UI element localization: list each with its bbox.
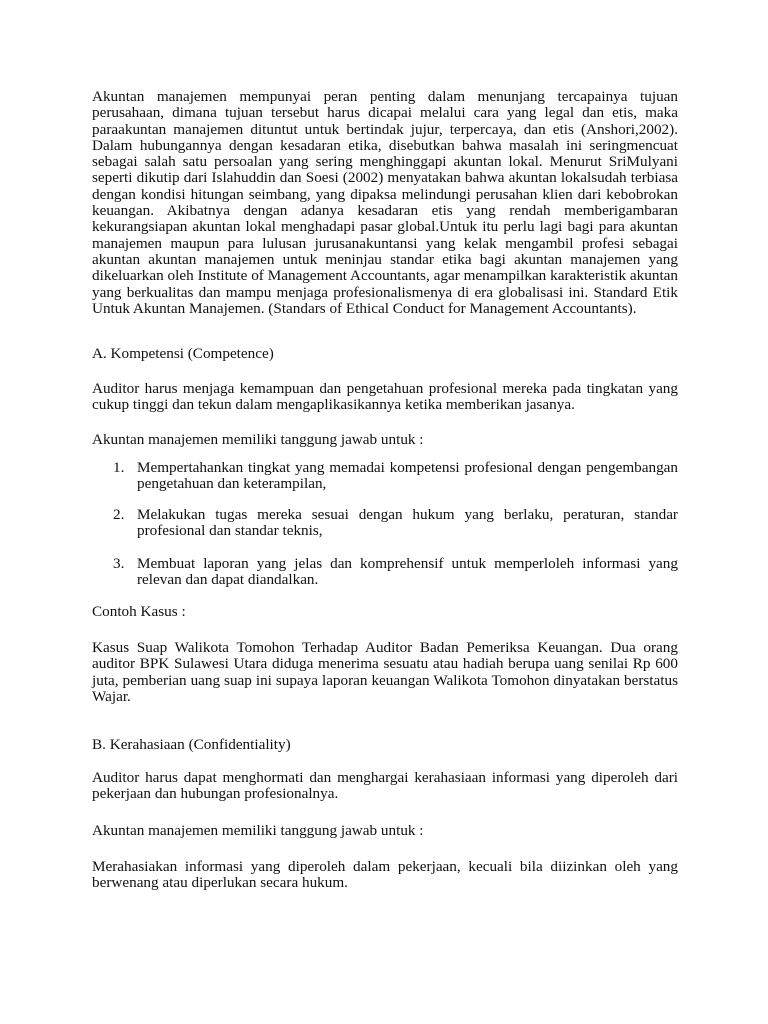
section-b-heading: B. Kerahasiaan (Confidentiality): [92, 736, 291, 753]
list-text: Melakukan tugas mereka sesuai dengan hukum yang berlaku, peraturan, standar profesional dan standar teknis,: [137, 506, 678, 540]
intro-paragraph: Akuntan manajemen mempunyai peran penting dalam menunjang tercapainya tujuan perusahaan, dimana tujuan tersebut harus dicapai melalui cara yang legal dan etis, maka paraakuntan manajemen dituntut untuk bertindak jujur, terpercaya, dan etis (Anshori,2002). Dalam hubungannya dengan kesadaran etika, disebutkan bahwa masalah ini seringmencuat sebagai salah satu persoalan yang sering menghinggapi akuntan lokal. Menurut SriMulyani seperti dikutip dari Islahuddin dan Soesi (2002) menyatakan bahwa akuntan lokalsudah terbiasa dengan kondisi hitungan seimbang, yang dipaksa melindungi perusahan klien dari kebobrokan keuangan. Akibatnya dengan adanya kesadaran etis yang rendah memberigambaran kekurangsiapan akuntan lokal menghadapi pasar global.Untuk itu perlu lagi bagi para akuntan manajemen maupun para lulusan jurusanakuntansi yang kelak mengambil profesi sebagai akuntan akuntan manajemen untuk meninjau standar etika bagi akuntan manajemen yang dikeluarkan oleh Institute of Management Accountants, agar menampilkan karakteristik akuntan yang berkualitas dan mampu menjaga profesionalismenya di era globalisasi ini. Standard Etik Untuk Akuntan Manajemen. (Standars of Ethical Conduct for Management Accountants).: [92, 88, 678, 317]
case-text: Kasus Suap Walikota Tomohon Terhadap Auditor Badan Pemeriksa Keuangan. Dua orang auditor BPK Sulawesi Utara diduga menerima sesuatu atau hadiah berupa uang senilai Rp 600 juta, pemberian uang suap ini supaya laporan keuangan Walikota Tomohon dinyatakan berstatus Wajar.: [92, 639, 678, 705]
section-a-description: Auditor harus menjaga kemampuan dan pengetahuan profesional mereka pada tingkatan yang cukup tinggi dan tekun dalam mengaplikasikannya ketika memberikan jasanya.: [92, 380, 678, 414]
section-b-text: Merahasiakan informasi yang diperoleh dalam pekerjaan, kecuali bila diizinkan oleh yang berwenang atau diperlukan secara hukum.: [92, 858, 678, 892]
section-b-description: Auditor harus dapat menghormati dan menghargai kerahasiaan informasi yang diperoleh dari pekerjaan dan hubungan profesionalnya.: [92, 769, 678, 803]
list-number: 1.: [113, 459, 125, 476]
list-text: Mempertahankan tingkat yang memadai kompetensi profesional dengan pengembangan pengetahuan dan keterampilan,: [137, 459, 678, 493]
list-item: [113, 556, 678, 589]
list-number: 3.: [113, 555, 125, 572]
list-number: 2.: [113, 506, 125, 523]
section-a-responsibility-intro: Akuntan manajemen memiliki tanggung jawab untuk :: [92, 431, 424, 448]
list-text: Membuat laporan yang jelas dan komprehensif untuk memperloleh informasi yang relevan dan dapat diandalkan.: [137, 555, 678, 589]
section-a-heading: A. Kompetensi (Competence): [92, 345, 274, 362]
case-label: Contoh Kasus :: [92, 603, 186, 620]
section-b-responsibility-intro: Akuntan manajemen memiliki tanggung jawab untuk :: [92, 822, 424, 839]
list-item: [113, 460, 678, 493]
list-item: [113, 507, 678, 540]
